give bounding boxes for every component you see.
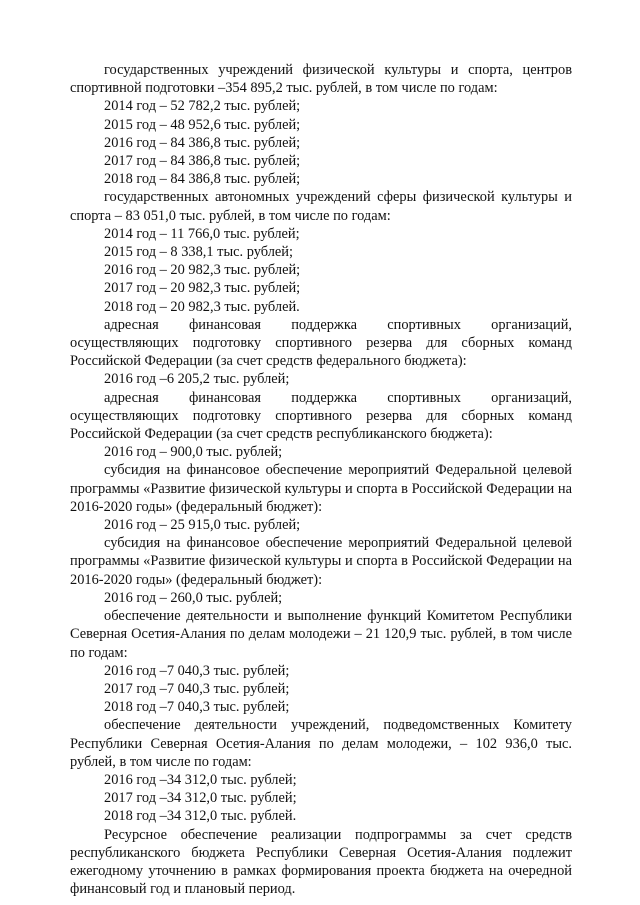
paragraph-autonomous-institutions: государственных автономных учреждений сферы физической культуры и спорта – 83 051,0 тыс. рублей, в том числе по годам:	[70, 189, 572, 224]
paragraph-resource-provision: Ресурсное обеспечение реализации подпрограммы за счет средств республиканского бюджета Республики Северная Осетия-Алания подлежит ежегодному уточнению в рамках формирования проекта бюджета на очередной финансовый год и плановый период.	[70, 826, 572, 898]
list-item: 2017 год –34 312,0 тыс. рублей;	[104, 790, 297, 807]
list-item: 2015 год – 48 952,6 тыс. рублей;	[104, 116, 301, 133]
list-item: 2016 год – 20 982,3 тыс. рублей;	[104, 262, 301, 279]
paragraph-republican-support: адресная финансовая поддержка спортивных организаций, осуществляющих подготовку спортивного резерва для сборных команд Российской Федерации (за счет средств республиканского бюджета):	[70, 389, 572, 443]
list-item: 2017 год – 20 982,3 тыс. рублей;	[104, 280, 301, 297]
paragraph-federal-support: адресная финансовая поддержка спортивных организаций, осуществляющих подготовку спортивного резерва для сборных команд Российской Федерации (за счет средств федерального бюджета):	[70, 316, 572, 370]
list-item: 2014 год – 52 782,2 тыс. рублей;	[104, 98, 301, 115]
list-item: 2016 год –6 205,2 тыс. рублей;	[104, 371, 290, 388]
paragraph-youth-institutions: обеспечение деятельности учреждений, подведомственных Комитету Республики Северная Осетия-Алания по делам молодежи, – 102 936,0 тыс. рублей, в том числе по годам:	[70, 717, 572, 770]
list-item: 2018 год – 20 982,3 тыс. рублей.	[104, 298, 300, 315]
list-item: 2018 год –7 040,3 тыс. рублей;	[104, 699, 290, 716]
list-item: 2017 год –7 040,3 тыс. рублей;	[104, 680, 290, 697]
list-item: 2018 год – 84 386,8 тыс. рублей;	[104, 171, 301, 188]
paragraph-subsidy-2: субсидия на финансовое обеспечение мероприятий Федеральной целевой программы «Развитие физической культуры и спорта в Российской Федерации на 2016-2020 годы» (федеральный бюджет):	[70, 535, 572, 588]
document-page	[70, 61, 572, 898]
paragraph-subsidy-1: субсидия на финансовое обеспечение мероприятий Федеральной целевой программы «Развитие физической культуры и спорта в Российской Федерации на 2016-2020 годы» (федеральный бюджет):	[70, 462, 572, 515]
list-item: 2016 год –7 040,3 тыс. рублей;	[104, 662, 290, 679]
paragraph-youth-committee: обеспечение деятельности и выполнение функций Комитетом Республики Северная Осетия-Алания по делам молодежи – 21 120,9 тыс. рублей, в том числе по годам:	[70, 608, 572, 661]
list-item: 2016 год – 260,0 тыс. рублей;	[104, 589, 283, 606]
list-item: 2017 год – 84 386,8 тыс. рублей;	[104, 153, 301, 170]
list-item: 2015 год – 8 338,1 тыс. рублей;	[104, 244, 293, 261]
list-item: 2016 год – 84 386,8 тыс. рублей;	[104, 134, 301, 151]
paragraph-sports-institutions: государственных учреждений физической культуры и спорта, центров спортивной подготовки –354 895,2 тыс. рублей, в том числе по годам:	[70, 62, 572, 97]
list-item: 2016 год – 25 915,0 тыс. рублей;	[104, 517, 301, 534]
list-item: 2018 год –34 312,0 тыс. рублей.	[104, 808, 297, 825]
list-item: 2016 год –34 312,0 тыс. рублей;	[104, 771, 297, 788]
list-item: 2016 год – 900,0 тыс. рублей;	[104, 444, 283, 461]
list-item: 2014 год – 11 766,0 тыс. рублей;	[104, 225, 300, 242]
